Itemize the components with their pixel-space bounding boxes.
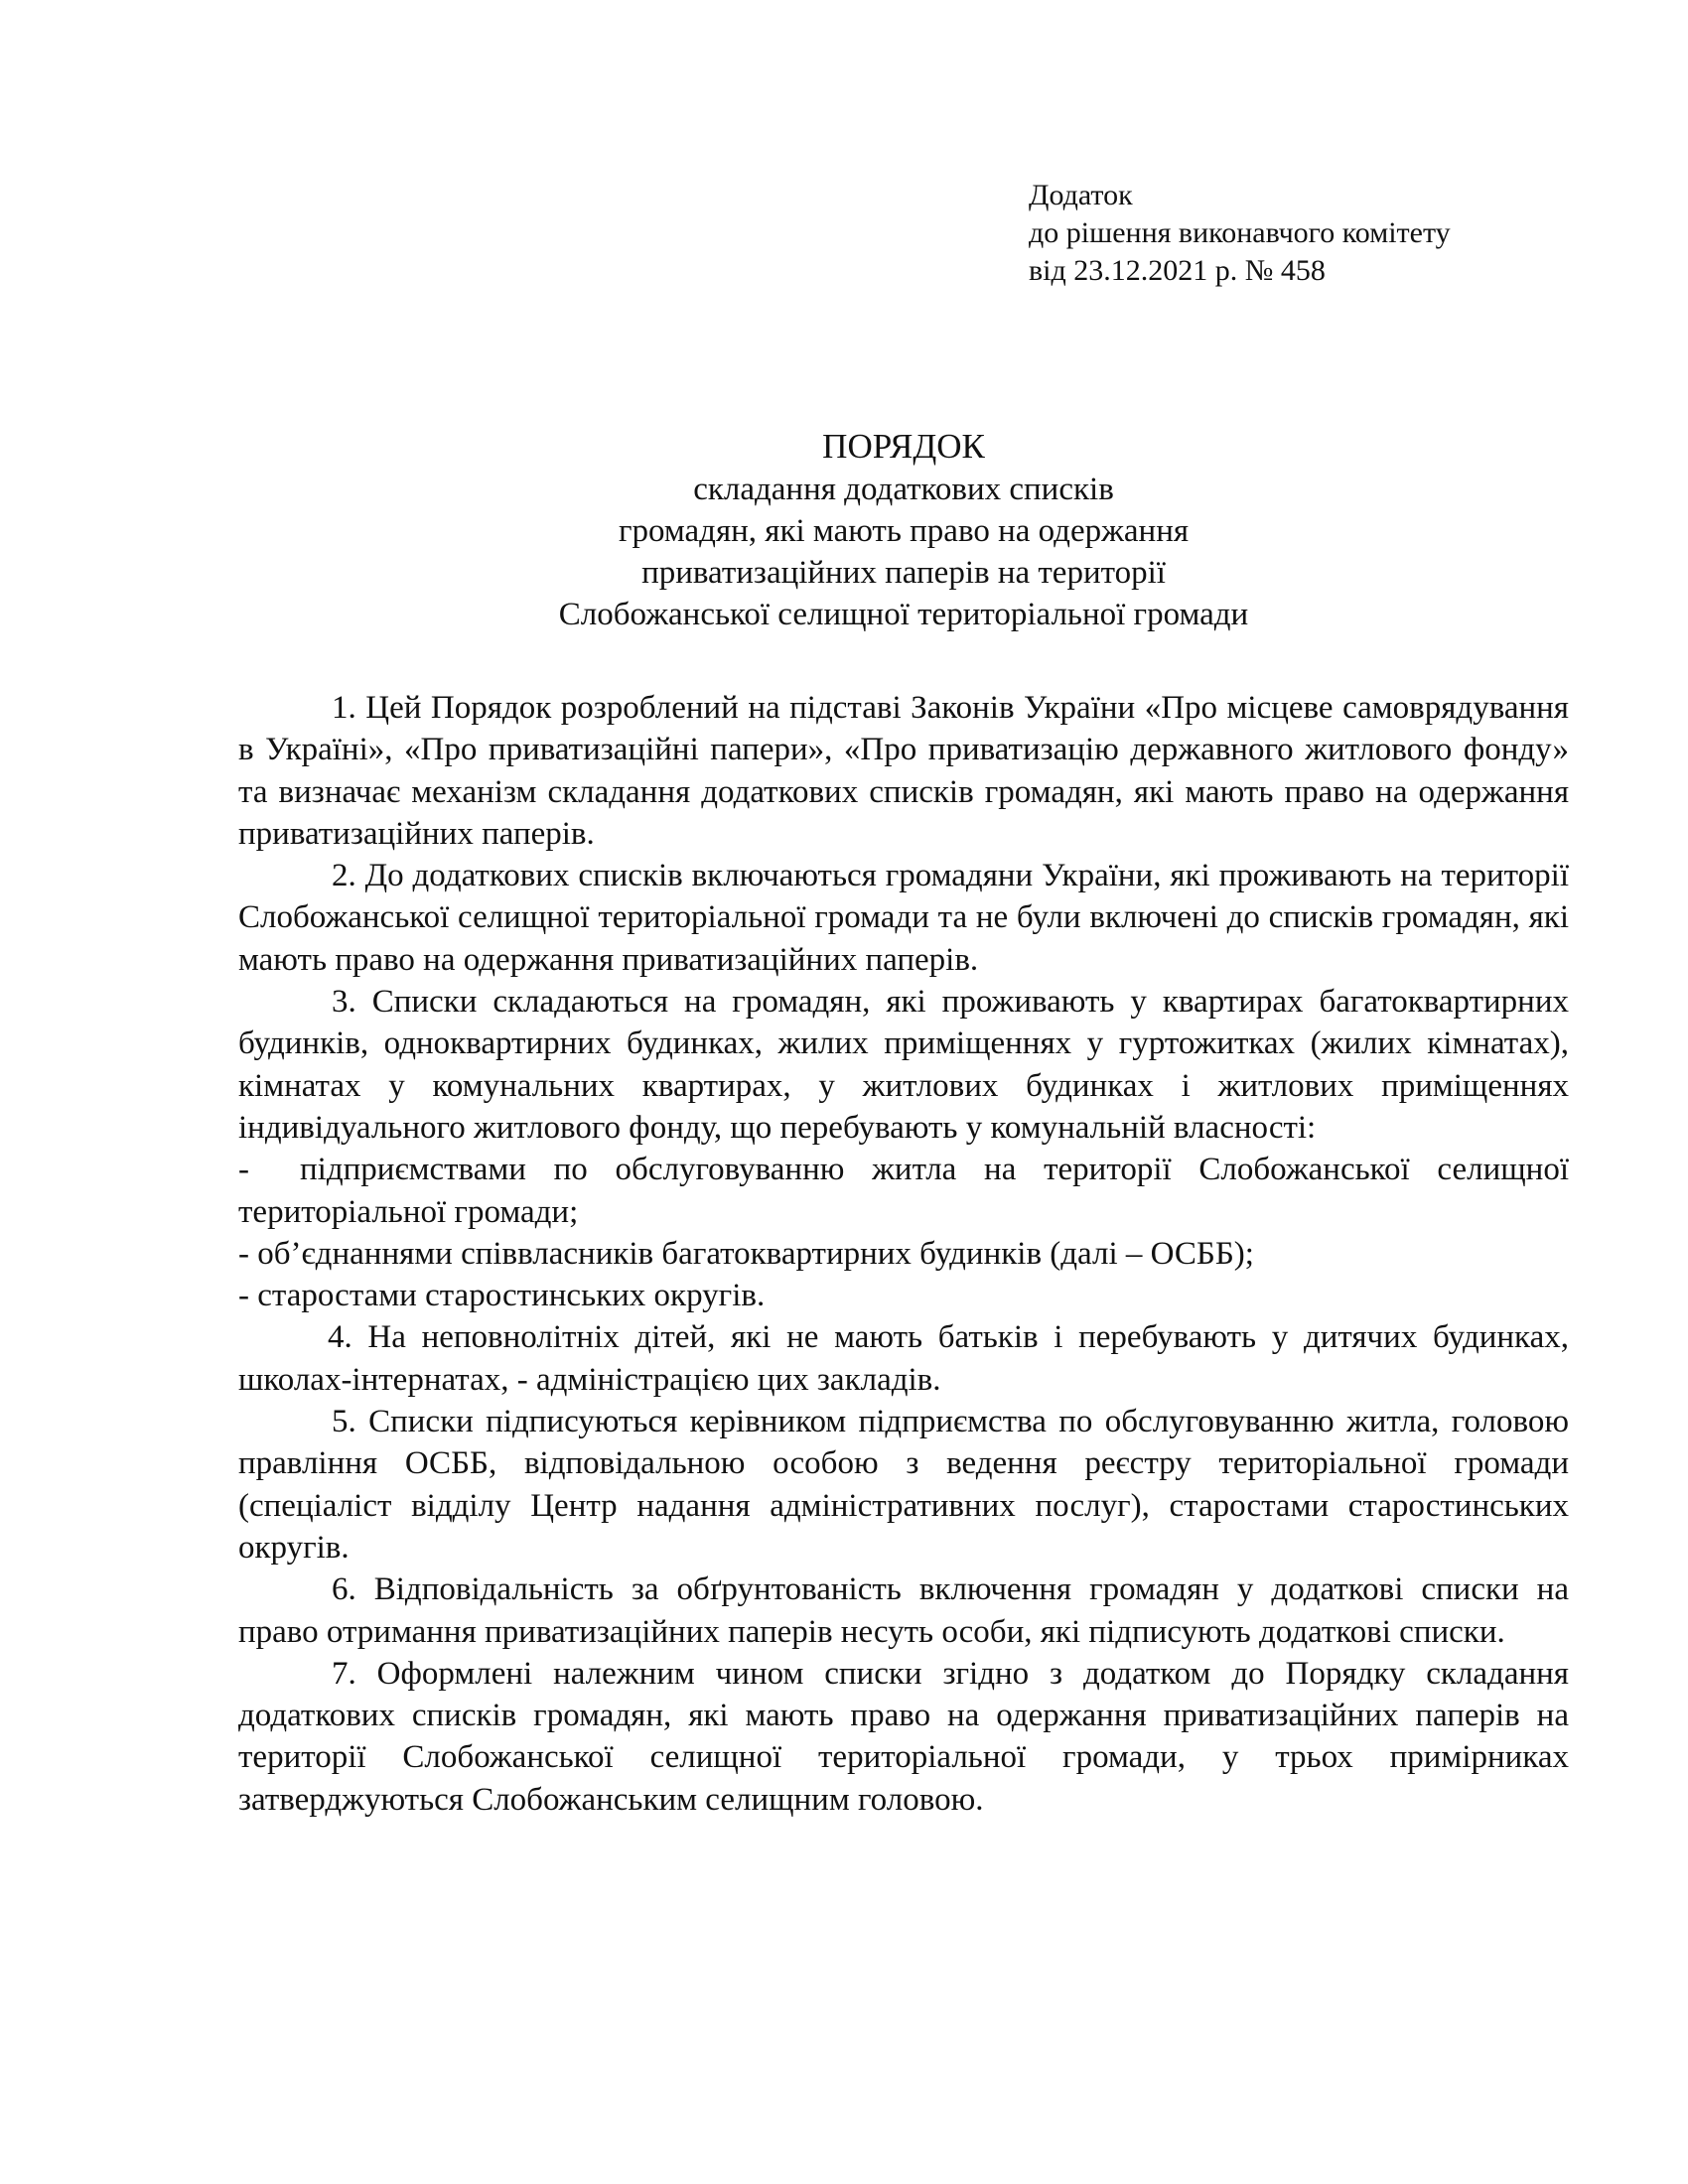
paragraph-1: 1. Цей Порядок розроблений на підставі Законів України «Про місцеве самоврядування в Україні», «Про приватизаційні папери», «Про приватизацію державного житлового фонду» та визначає механізм складання додаткових списків громадян, які мають право на одержання приватизаційних паперів. [238,690,1569,852]
title-line-2: громадян, які мають право на одержання [618,513,1190,549]
paragraph-2: 2. До додаткових списків включаються громадяни України, які проживають на території Слобожанської селищної територіальної громади та не були включені до списків громадян, які мають право на одержання приватизаційних паперів. [238,858,1569,978]
list-item-1-text: підприємствами по обслуговуванню житла на території Слобожанської селищної територіальної громади; [238,1152,1569,1230]
list-item-1 [238,1149,1569,1233]
title-main: ПОРЯДОК [822,427,985,466]
document-title [238,425,1569,635]
title-line-4: Слобожанської селищної територіальної громади [558,597,1249,632]
paragraph-3: 3. Списки складаються на громадян, які проживають у квартирах багатоквартирних будинків, одноквартирних будинках, жилих приміщеннях у гуртожитках (жилих кімнатах), кімнатах у комунальних квартирах, у житлових будинках і житлових приміщеннях індивідуального житлового фонду, що перебувають у комунальній власності: [238,984,1569,1146]
title-line-3: приватизаційних паперів на території [641,555,1166,591]
list-item-3: - старостами старостинських округів. [238,1278,766,1314]
paragraph-5: 5. Списки підписуються керівником підприємства по обслуговуванню житла, головою правління ОСББ, відповідальною особою з ведення реєстру територіальної громади (спеціаліст відділу Центр надання адміністративних послуг), старостами старостинських округів. [238,1404,1569,1566]
paragraph-6: 6. Відповідальність за обґрунтованість включення громадян у додаткові списки на право отримання приватизаційних паперів несуть особи, які підписують додаткові списки. [238,1571,1569,1650]
list-dash: - [238,1152,249,1188]
paragraph-7: 7. Оформлені належним чином списки згідно з додатком до Порядку складання додаткових списків громадян, які мають право на одержання приватизаційних паперів на території Слобожанської селищної територіальної громади, у трьох примірниках затверджуються Слобожанським селищним головою. [238,1655,1569,1818]
annex-date-number: від 23.12.2021 р. № 458 [1029,254,1326,287]
title-line-1: складання додаткових списків [693,472,1114,507]
annex-decision: до рішення виконавчого комітету [1029,216,1451,249]
annex-label: Додаток [1029,179,1133,211]
paragraph-4: 4. На неповнолітніх дітей, які не мають батьків і перебувають у дитячих будинках, школах-інтернатах, - адміністрацією цих закладів. [238,1319,1569,1398]
document-body [238,687,1569,1821]
annex-header [1029,177,1451,290]
list-item-2: - об’єднаннями співвласників багатоквартирних будинків (далі – ОСББ); [238,1235,1254,1272]
